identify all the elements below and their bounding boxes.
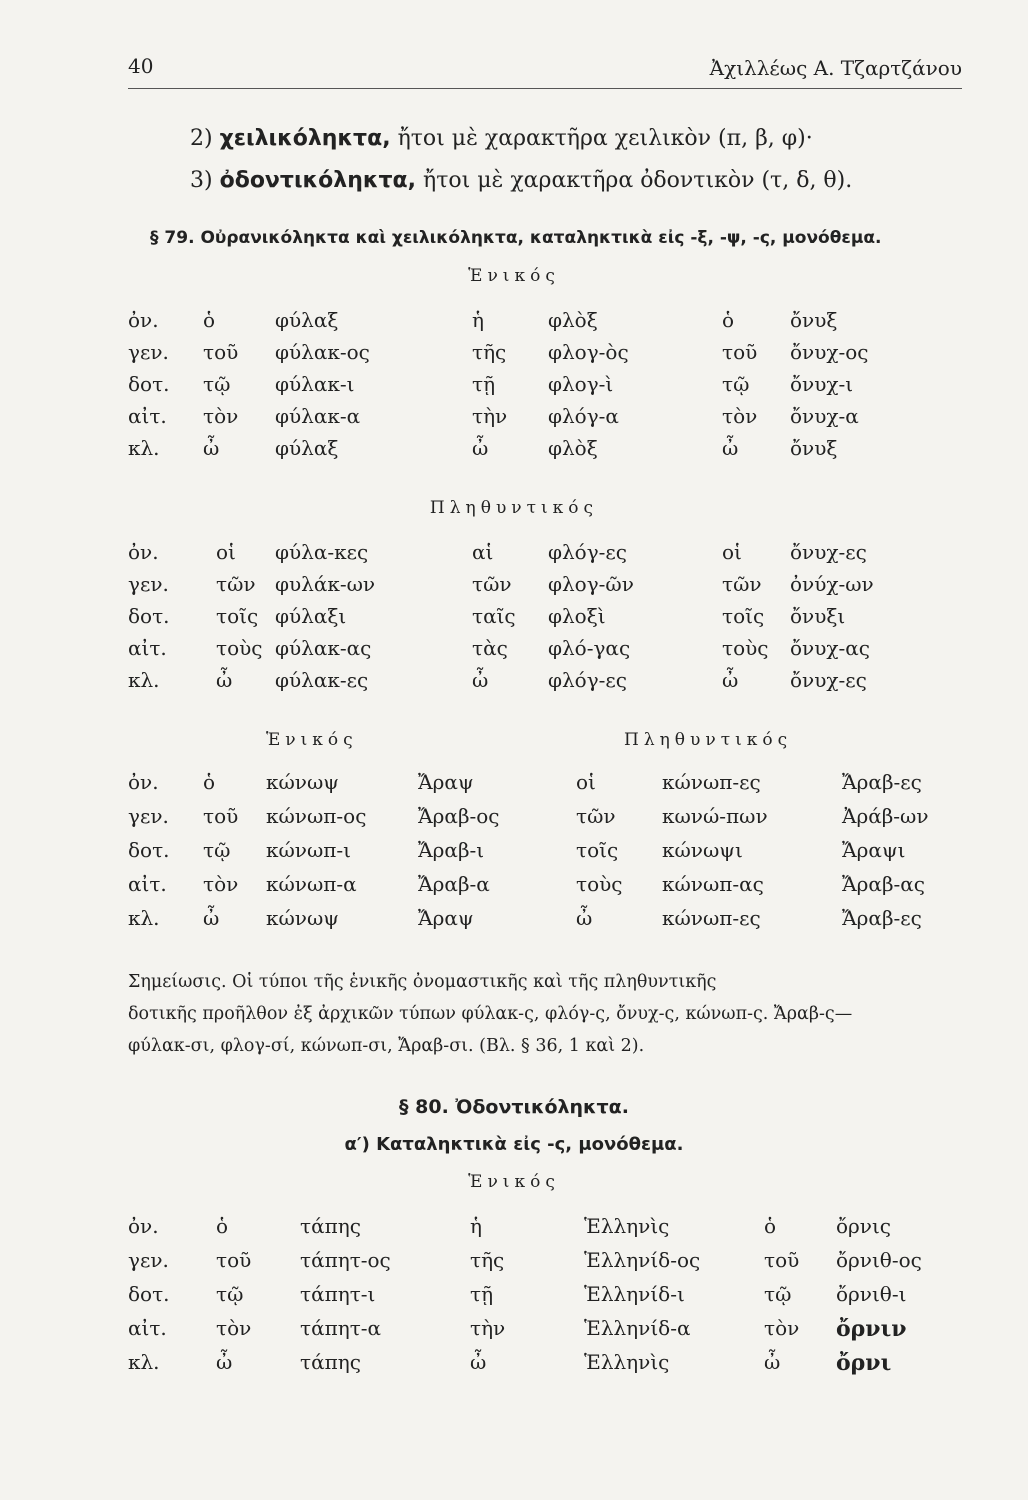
table-cell: Ἄραβ-ες	[842, 770, 922, 794]
table-cell: κώνωπ-ος	[266, 804, 367, 828]
section-80-heading: § 80. Ὀδοντικόληκτα.	[399, 1096, 629, 1118]
table-cell: τῷ	[216, 1282, 244, 1306]
table-cell: ὁ	[722, 308, 735, 332]
table-cell: κώνωψι	[662, 838, 743, 862]
table-cell: ὄνυξι	[790, 604, 846, 628]
table-cell: τῶν	[216, 572, 256, 596]
table-cell: Ἑλληνίδ-α	[584, 1316, 691, 1340]
table-cell: ὀν.	[128, 540, 159, 564]
item-number: 2)	[190, 126, 213, 151]
table-cell: φλογ-ὸς	[548, 340, 629, 364]
table-cell: ἡ	[470, 1214, 482, 1238]
item-3	[190, 168, 852, 193]
table-cell: τὸν	[764, 1316, 800, 1340]
item-text: ἤτοι μὲ χαρακτῆρα χειλικὸν (π, β, φ)·	[397, 126, 813, 151]
table-row	[0, 770, 1028, 800]
table-row	[0, 838, 1028, 868]
table2-plural-label: Πληθυντικός	[624, 730, 793, 750]
table-cell: τῆς	[472, 340, 507, 364]
table-cell: ὄνυξ	[790, 308, 838, 332]
table-cell: ὀν.	[128, 308, 159, 332]
table-row	[0, 668, 1028, 698]
table-cell: κώνωπ-ι	[266, 838, 352, 862]
table-cell: κλ.	[128, 906, 160, 930]
table-cell: φλόγ-ες	[548, 668, 627, 692]
table-cell: φύλαξ	[275, 308, 339, 332]
table-cell: αἱ	[472, 540, 494, 564]
table-row	[0, 540, 1028, 570]
table-cell: δοτ.	[128, 372, 170, 396]
table-cell: αἰτ.	[128, 1316, 167, 1340]
table-cell: αἰτ.	[128, 404, 167, 428]
plural-label: Πληθυντικός	[429, 498, 599, 518]
table-cell: τῷ	[203, 838, 231, 862]
table-cell: τὸν	[203, 872, 239, 896]
table-cell: ὦ	[472, 436, 489, 460]
table-cell: ὦ	[722, 668, 739, 692]
table-cell: ὄνυχ-ες	[790, 540, 867, 564]
table-cell: τὸν	[203, 404, 239, 428]
table-cell: ὦ	[722, 436, 739, 460]
table-cell: ὦ	[576, 906, 593, 930]
table-cell: τῆς	[470, 1248, 505, 1272]
table-cell: δοτ.	[128, 838, 170, 862]
table-cell: τοῦ	[203, 340, 239, 364]
table-cell: ὄνυχ-ας	[790, 636, 870, 660]
table-cell: ὦ	[472, 668, 489, 692]
table-cell: ὄρνιν	[836, 1316, 907, 1342]
table-cell: Ἀράβ-ων	[842, 804, 929, 828]
table-cell: Ἄραβ-ες	[842, 906, 922, 930]
table-cell: κώνωπ-α	[266, 872, 357, 896]
table-cell: γεν.	[128, 572, 169, 596]
section-79-heading: § 79. Οὐρανικόληκτα καὶ χειλικόληκτα, καταληκτικὰ εἰς -ξ, -ψ, -ς, μονόθεμα.	[150, 228, 882, 248]
section-80-subheading: α′) Καταληκτικὰ εἰς -ς, μονόθεμα.	[344, 1134, 684, 1155]
table-cell: Ἑλληνὶς	[584, 1214, 670, 1238]
table-cell: τοὺς	[216, 636, 263, 660]
table-cell: οἱ	[576, 770, 596, 794]
table-row	[0, 1282, 1028, 1312]
table-cell: ὦ	[216, 668, 233, 692]
table-cell: τοὺς	[722, 636, 769, 660]
table-row	[0, 572, 1028, 602]
table-row	[0, 372, 1028, 402]
table-cell: ὦ	[470, 1350, 487, 1374]
table-cell: ὄνυξ	[790, 436, 838, 460]
table-cell: τάπητ-α	[300, 1316, 382, 1340]
table-cell: τάπης	[300, 1214, 361, 1238]
table-cell: Ἑλληνίδ-ος	[584, 1248, 701, 1272]
table-cell: τὴν	[472, 404, 508, 428]
table-cell: τὰς	[472, 636, 508, 660]
table-cell: γεν.	[128, 804, 169, 828]
table-cell: Ἄραψ	[418, 770, 474, 794]
table-row	[0, 436, 1028, 466]
item-term: χειλικόληκτα,	[219, 126, 391, 151]
table-cell: ὁ	[216, 1214, 229, 1238]
table-cell: φυλάκ-ων	[275, 572, 376, 596]
table-cell: ὀν.	[128, 1214, 159, 1238]
table-cell: δοτ.	[128, 1282, 170, 1306]
table-cell: ὦ	[216, 1350, 233, 1374]
table-row	[0, 1350, 1028, 1380]
table-cell: τῇ	[470, 1282, 494, 1306]
sec80-singular-label: Ἑνικός	[468, 1172, 560, 1192]
table-cell: κλ.	[128, 668, 160, 692]
table-cell: γεν.	[128, 340, 169, 364]
table-cell: φύλακ-α	[275, 404, 361, 428]
table-cell: Ἑλληνὶς	[584, 1350, 670, 1374]
item-2	[190, 126, 813, 151]
table-cell: ὄρνιθ-ι	[836, 1282, 907, 1306]
table-row	[0, 1214, 1028, 1244]
table-cell: τοῦ	[764, 1248, 800, 1272]
table-cell: ὄνυχ-ες	[790, 668, 867, 692]
table-cell: τῶν	[576, 804, 616, 828]
running-head: Ἀχιλλέως Α. Τζαρτζάνου	[709, 56, 962, 80]
table-cell: τοῦ	[203, 804, 239, 828]
table-cell: Ἄραβ-ος	[418, 804, 500, 828]
table-cell: τῇ	[472, 372, 496, 396]
table2-singular-label: Ἑνικός	[266, 730, 358, 750]
table-cell: φλὸξ	[548, 436, 598, 460]
page-number: 40	[128, 54, 154, 78]
table-cell: τῶν	[472, 572, 512, 596]
table-cell: οἱ	[216, 540, 236, 564]
table-cell: φλόγ-ες	[548, 540, 627, 564]
table-cell: Ἄραβ-ι	[418, 838, 485, 862]
table-cell: ὀνύχ-ων	[790, 572, 874, 596]
table-cell: οἱ	[722, 540, 742, 564]
table-cell: τοὺς	[576, 872, 623, 896]
table-cell: φλογ-ῶν	[548, 572, 634, 596]
table-cell: τάπητ-ος	[300, 1248, 391, 1272]
table-cell: τῷ	[203, 372, 231, 396]
table-cell: κώνωπ-ες	[662, 906, 761, 930]
table-cell: κώνωπ-ας	[662, 872, 764, 896]
table-cell: ὁ	[203, 770, 216, 794]
table-cell: ὄρνιθ-ος	[836, 1248, 922, 1272]
table-row	[0, 872, 1028, 902]
table-cell: φλό-γας	[548, 636, 631, 660]
table-cell: ὦ	[764, 1350, 781, 1374]
table-cell: φλόγ-α	[548, 404, 619, 428]
table-cell: φύλακ-ος	[275, 340, 370, 364]
table-cell: ὁ	[764, 1214, 777, 1238]
table-cell: τοῖς	[722, 604, 765, 628]
table-cell: κώνωπ-ες	[662, 770, 761, 794]
table-cell: φύλαξ	[275, 436, 339, 460]
table-cell: τὴν	[470, 1316, 506, 1340]
table-cell: Ἄραψι	[842, 838, 906, 862]
table-cell: φλοξὶ	[548, 604, 606, 628]
table-cell: τάπης	[300, 1350, 361, 1374]
singular-label: Ἑνικός	[468, 266, 560, 286]
note-line: φύλακ-σι, φλογ-σί, κώνωπ-σι, Ἄραβ-σι. (Βλ. § 36, 1 καὶ 2).	[128, 1036, 645, 1056]
table-cell: ἡ	[472, 308, 484, 332]
table-row	[0, 804, 1028, 834]
table-row	[0, 1316, 1028, 1346]
item-text: ἤτοι μὲ χαρακτῆρα ὀδοντικὸν (τ, δ, θ).	[423, 168, 853, 193]
table-row	[0, 1248, 1028, 1278]
table-cell: τῷ	[764, 1282, 792, 1306]
table-cell: Ἑλληνίδ-ι	[584, 1282, 685, 1306]
table-cell: ὄνυχ-α	[790, 404, 859, 428]
item-number: 3)	[190, 168, 213, 193]
table-cell: κώνωψ	[266, 770, 339, 794]
table-cell: φλογ-ὶ	[548, 372, 614, 396]
table-cell: ταῖς	[472, 604, 516, 628]
table-row	[0, 308, 1028, 338]
table-cell: γεν.	[128, 1248, 169, 1272]
table-cell: κωνώ-πων	[662, 804, 768, 828]
table-cell: τῷ	[722, 372, 750, 396]
table-cell: ὦ	[203, 436, 220, 460]
table-cell: τοῦ	[722, 340, 758, 364]
table-cell: ὄνυχ-ι	[790, 372, 854, 396]
table-cell: αἰτ.	[128, 872, 167, 896]
table-cell: ὄρνι	[836, 1350, 892, 1376]
note-line: Σημείωσις. Οἱ τύποι τῆς ἑνικῆς ὀνομαστικῆς καὶ τῆς πληθυντικῆς	[128, 972, 717, 992]
table-cell: κώνωψ	[266, 906, 339, 930]
table-row	[0, 906, 1028, 936]
table-cell: τὸν	[216, 1316, 252, 1340]
table-cell: φύλακ-ες	[275, 668, 369, 692]
table-cell: ὄνυχ-ος	[790, 340, 869, 364]
table-cell: τοῖς	[216, 604, 259, 628]
table-cell: κλ.	[128, 436, 160, 460]
note-line: δοτικῆς προῆλθον ἐξ ἀρχικῶν τύπων φύλακ-ς, φλόγ-ς, ὄνυχ-ς, κώνωπ-ς. Ἄραβ-ς—	[128, 1004, 853, 1024]
table-row	[0, 604, 1028, 634]
item-term: ὀδοντικόληκτα,	[219, 168, 417, 193]
table-cell: τὸν	[722, 404, 758, 428]
table-cell: Ἄραψ	[418, 906, 474, 930]
table-cell: κλ.	[128, 1350, 160, 1374]
header-rule	[128, 88, 962, 89]
table-row	[0, 636, 1028, 666]
table-cell: φύλαξι	[275, 604, 347, 628]
table-cell: τῶν	[722, 572, 762, 596]
table-cell: φύλακ-ας	[275, 636, 372, 660]
table-row	[0, 340, 1028, 370]
table-cell: φύλα-κες	[275, 540, 369, 564]
table-cell: τοῖς	[576, 838, 619, 862]
table-cell: φύλακ-ι	[275, 372, 355, 396]
table-cell: τοῦ	[216, 1248, 252, 1272]
table-cell: ὀν.	[128, 770, 159, 794]
table-cell: τάπητ-ι	[300, 1282, 376, 1306]
table-cell: ὁ	[203, 308, 216, 332]
table-cell: ὄρνις	[836, 1214, 891, 1238]
table-cell: Ἄραβ-ας	[842, 872, 925, 896]
table-cell: ὦ	[203, 906, 220, 930]
table-cell: φλὸξ	[548, 308, 598, 332]
table-row	[0, 404, 1028, 434]
table-cell: Ἄραβ-α	[418, 872, 490, 896]
table-cell: αἰτ.	[128, 636, 167, 660]
table-cell: δοτ.	[128, 604, 170, 628]
